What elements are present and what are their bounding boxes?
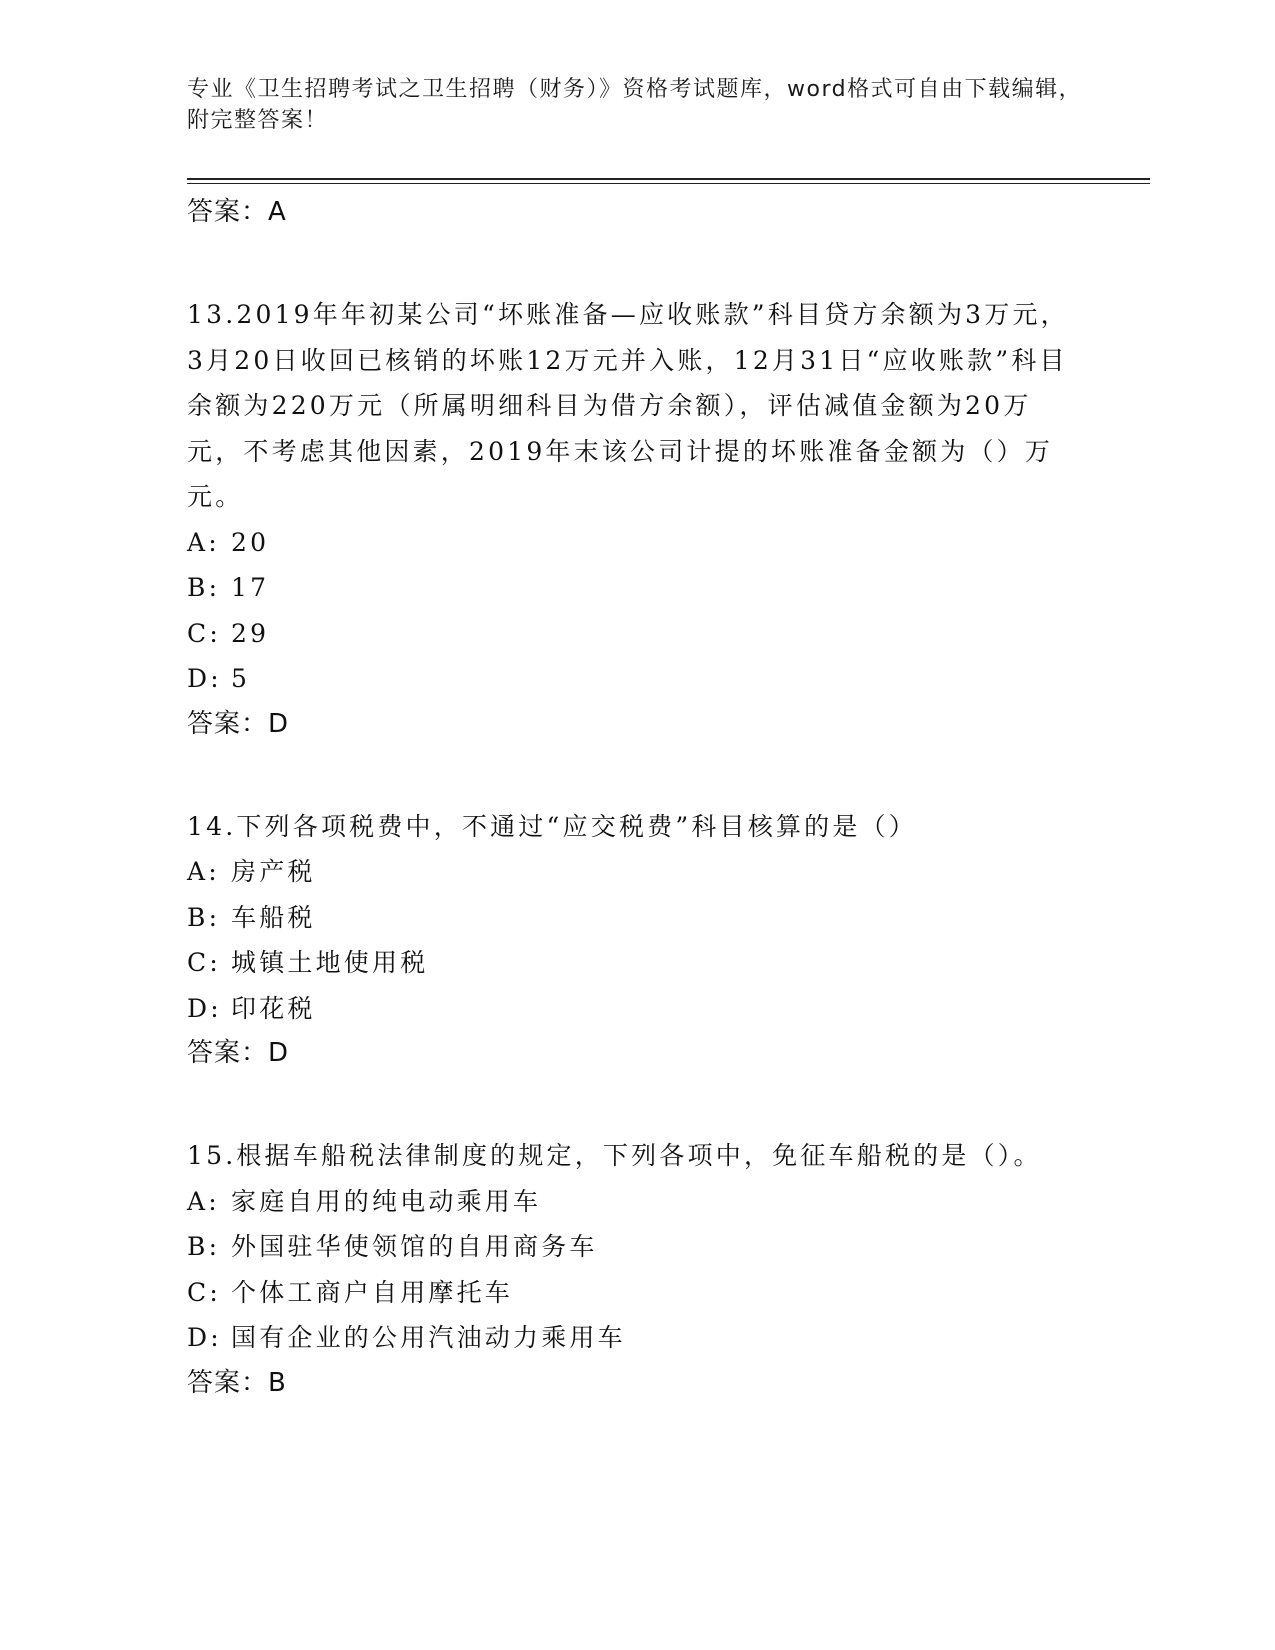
option-d — [187, 656, 1087, 702]
option-text: 国有企业的公用汽油动力乘用车 — [231, 1323, 626, 1352]
option-key: D: — [187, 1323, 222, 1352]
option-key: A: — [187, 857, 220, 886]
option-key: A: — [187, 1186, 220, 1216]
question-block — [187, 804, 1087, 1076]
option-b — [187, 895, 1087, 941]
option-key: B: — [187, 902, 221, 932]
option-text: 5 — [231, 664, 251, 693]
option-text: 外国驻华使领馆的自用商务车 — [231, 1232, 598, 1261]
option-key: B: — [187, 573, 221, 602]
answer-line: 答案：D — [187, 708, 290, 739]
question-block — [187, 292, 1087, 746]
option-text: 29 — [231, 618, 270, 648]
question-stem: 13.2019年年初某公司“坏账准备—应收账款”科目贷方余额为3万元，3月20日收回已核销的坏账12万元并入账，12月31日“应收账款”科目余额为220万元（所属明细科目为借方余额），评估减值金额为20万元，不考虑其他因素，2019年末该公司计提的坏账准备金额为（）万元。 — [187, 300, 1069, 511]
option-d — [187, 986, 1087, 1032]
option-a — [187, 1179, 1087, 1225]
spacer — [187, 746, 1087, 804]
document-header: 专业《卫生招聘考试之卫生招聘（财务）》资格考试题库，word格式可自由下载编辑，附完整答案！ — [187, 77, 1083, 133]
option-key: C: — [187, 618, 221, 648]
spacer — [187, 234, 1087, 292]
option-a — [187, 849, 1087, 895]
option-text: 车船税 — [231, 902, 316, 932]
header-divider-thin — [187, 183, 1150, 184]
option-c — [187, 940, 1087, 986]
question-stem: 15.根据车船税法律制度的规定，下列各项中，免征车船税的是（）。 — [187, 1141, 1042, 1170]
option-text: 城镇土地使用税 — [231, 948, 429, 977]
option-text: 房产税 — [231, 857, 316, 886]
answer-line: 答案：B — [187, 1367, 287, 1398]
option-c — [187, 611, 1087, 657]
option-b — [187, 1224, 1087, 1270]
option-c — [187, 1270, 1087, 1316]
option-key: D: — [187, 993, 222, 1023]
option-key: D: — [187, 664, 222, 693]
option-d — [187, 1315, 1087, 1361]
option-text: 印花税 — [231, 993, 316, 1023]
option-key: C: — [187, 1277, 221, 1307]
option-key: A: — [187, 527, 220, 557]
question-stem: 14.下列各项税费中，不通过“应交税费”科目核算的是（） — [187, 811, 917, 841]
document-body — [187, 190, 1087, 1405]
option-text: 家庭自用的纯电动乘用车 — [231, 1186, 542, 1216]
answer-line: 答案：A — [187, 197, 287, 227]
option-a — [187, 520, 1087, 566]
option-text: 17 — [231, 573, 270, 602]
option-text: 个体工商户自用摩托车 — [231, 1277, 514, 1307]
spacer — [187, 1075, 1087, 1133]
option-key: C: — [187, 948, 221, 977]
option-b — [187, 565, 1087, 611]
option-key: B: — [187, 1232, 221, 1261]
question-block — [187, 1133, 1087, 1405]
header-divider — [187, 178, 1150, 180]
option-text: 20 — [231, 527, 270, 557]
answer-line: 答案：D — [187, 1038, 290, 1068]
